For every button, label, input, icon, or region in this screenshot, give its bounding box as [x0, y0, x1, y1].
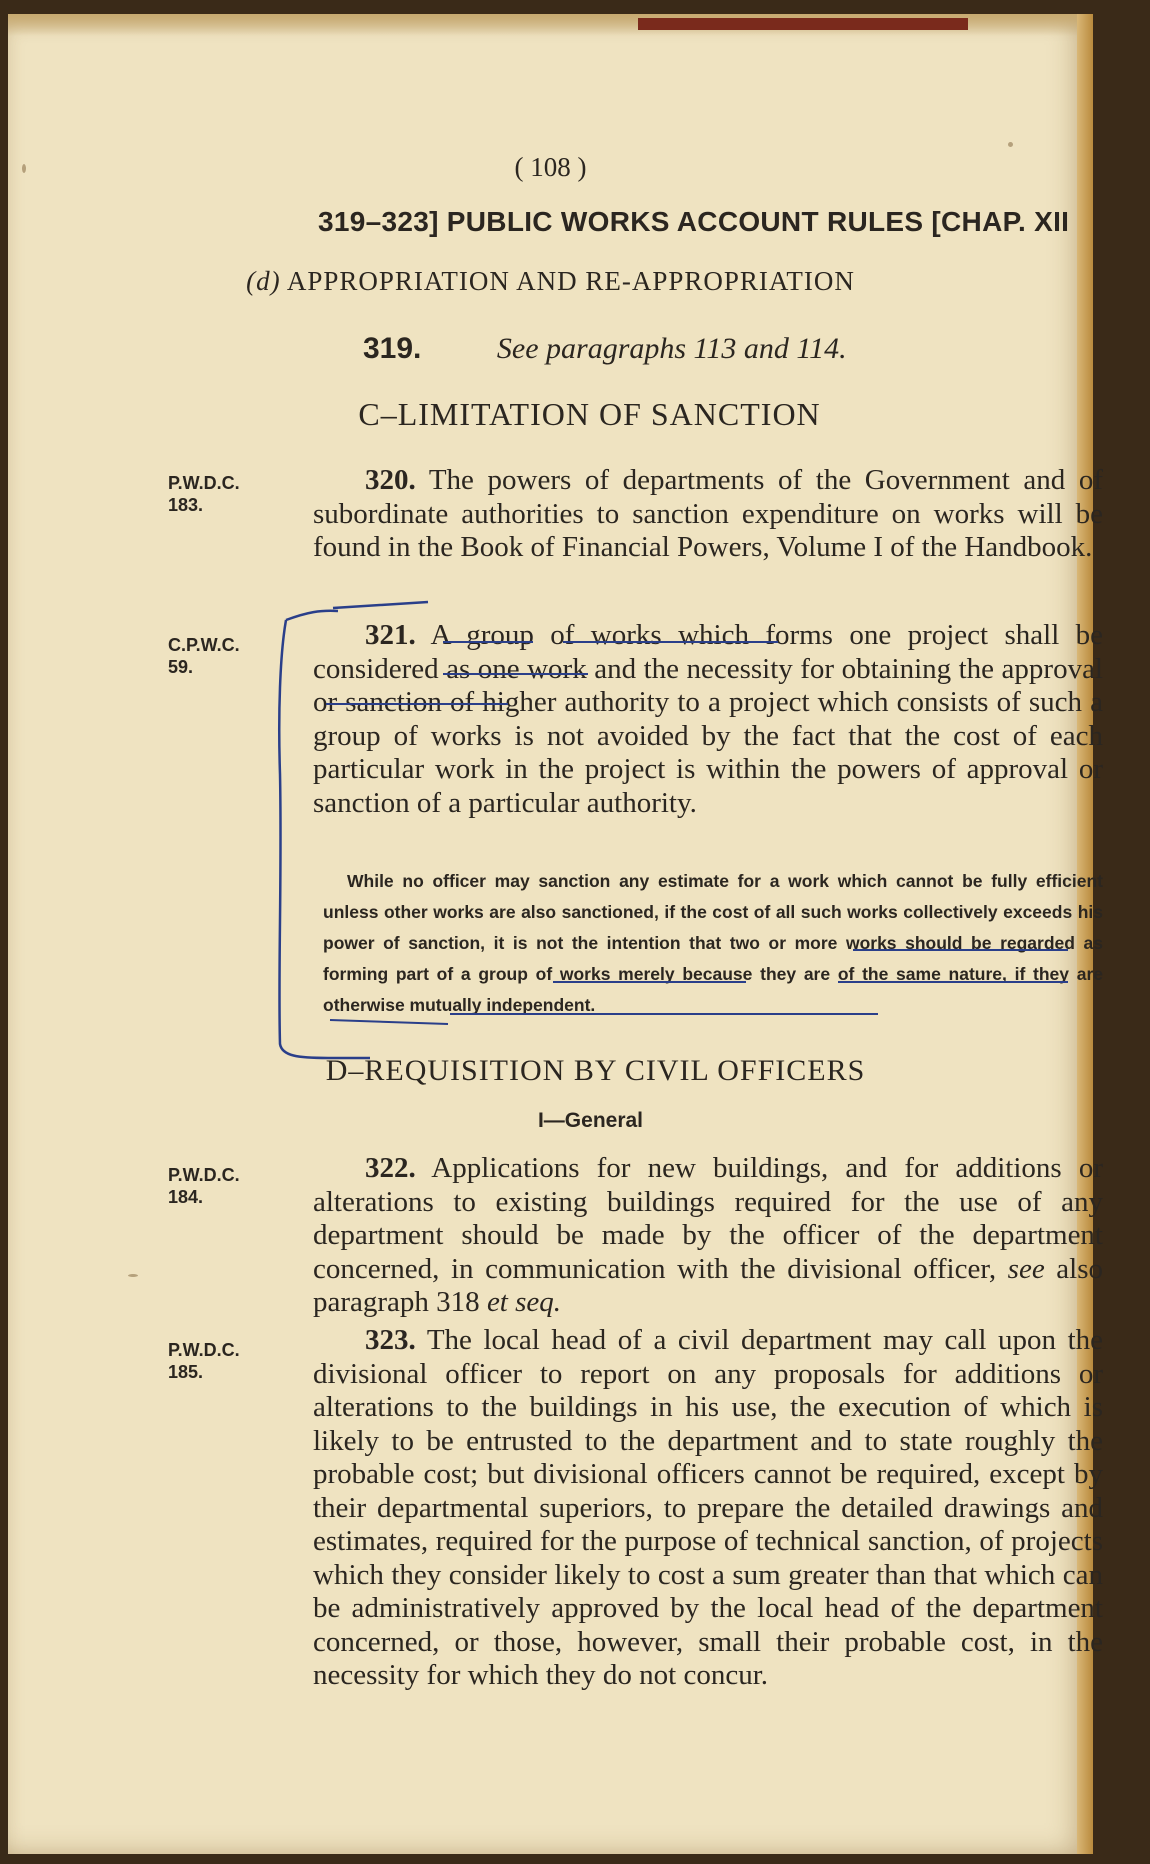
paragraph-text: The local head of a civil department may call upon the divisional officer to report on any proposals for additions or alterations to the buildings in his use, the execution of which is likely to be entrusted to the department and to state roughly the probable cost; but divisional officers cannot be required, except by their departmental superiors, to prepare the detailed drawings and estimates, required for the purpose of technical sanction, of projects which they consider likely to cost a sum greater than that which can be administratively approved by the local head of the department concerned, or those, however, small their probable cost, in the necessity for which they do not concur. — [313, 1324, 1103, 1691]
subheading-text: APPROPRIATION AND RE-APPROPRIATION — [286, 266, 855, 296]
see-reference: see — [1007, 1252, 1045, 1285]
margin-code: P.W.D.C. — [168, 1340, 240, 1360]
margin-number: 185. — [168, 1362, 204, 1382]
book-page — [8, 14, 1104, 1854]
paragraph-text: See paragraphs 113 and 114. — [496, 332, 847, 365]
pen-annotations — [8, 14, 1093, 1854]
running-head: 319–323] PUBLIC WORKS ACCOUNT RULES [CHAP. XII — [318, 206, 1070, 237]
paragraph-text: Applications for new buildings, and for additions or alterations to existing buildings required for the use of any department should be made by the officer of the department concerned, in communication with the divisional officer, — [313, 1152, 1103, 1285]
section-heading-d: D–REQUISITION BY CIVIL OFFICERS — [325, 1054, 866, 1087]
paragraph-number: 323. — [365, 1324, 416, 1356]
paragraph-number: 322. — [365, 1152, 416, 1184]
margin-code: P.W.D.C. — [168, 473, 240, 493]
bracket-line — [279, 602, 428, 1058]
margin-code: C.P.W.C. — [168, 635, 240, 655]
paragraph-number: 320. — [365, 464, 416, 496]
page-number: ( 108 ) — [514, 152, 587, 182]
margin-number: 184. — [168, 1187, 204, 1207]
margin-number: 183. — [168, 495, 204, 515]
et-seq: et seq. — [486, 1286, 562, 1318]
paragraph-number: 321. — [365, 619, 416, 651]
underline-mark — [330, 950, 1068, 1024]
subsection-general: I—General — [537, 1109, 644, 1132]
paragraph-text: The powers of departments of the Government and of subordinate authorities to sanction expenditure on works will be found in the Book of Financial Powers, Volume I of the Handbook. — [313, 464, 1103, 563]
paragraph-text-cont: also paragraph 318 — [313, 1252, 1104, 1318]
margin-number: 59. — [168, 657, 194, 677]
underline-mark — [326, 642, 778, 704]
paragraph-321-note: While no officer may sanction any estimate for a work which cannot be fully efficient unless other works are also sanctioned, if the cost of all such works collectively exceeds his power of sanction, it is not the intention that two or more works should be regarded as forming part of a group of works merely because they are of the same nature, if they are otherwise mutually independent. — [323, 871, 1103, 1015]
paragraph-number: 319. — [363, 332, 422, 365]
subheading-letter: (d) — [246, 266, 281, 296]
paragraph-text: A group of works which forms one project shall be considered as one work and the necessity for obtaining the approval or sanction of higher authority to a project which consists of such a group of works is not avoided by the fact that the cost of each particular work in the project is within the powers of approval or sanction of a particular authority. — [313, 619, 1103, 819]
section-heading-c: C–LIMITATION OF SANCTION — [358, 396, 821, 432]
margin-code: P.W.D.C. — [168, 1165, 240, 1185]
